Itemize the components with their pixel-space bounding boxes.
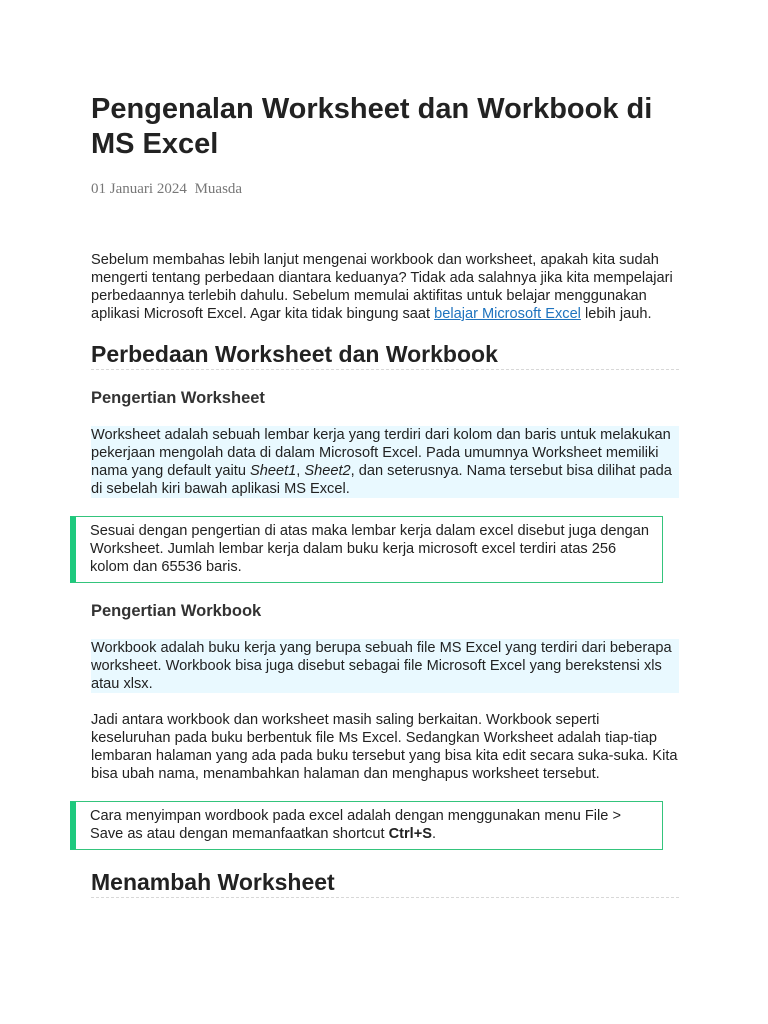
worksheet-def-text: Worksheet adalah sebuah lembar kerja yang terdiri dari kolom dan baris untuk melakukan pekerjaan mengolah data di dalam Microsoft Excel. Pada umumnya Worksheet memiliki nama yang default yaitu: [91, 427, 671, 479]
sheet1-name: Sheet1: [250, 463, 297, 479]
intro-text: Sebelum membahas lebih lanjut mengenai workbook dan worksheet, apakah kita sudah mengerti tentang perbedaan diantara keduanya? Tidak ada salahnya jika kita mempelajari perbedaannya terlebih dahulu. Sebelum memulai aktifitas untuk belajar menggunakan aplikasi Microsoft Excel. Agar kita tidak bingung saat: [91, 252, 673, 322]
save-note-text: Cara menyimpan wordbook pada excel adalah dengan menggunakan menu File > Save as atau dengan memanfaatkan shortcut: [90, 808, 621, 842]
save-note-box: [70, 801, 663, 850]
learn-excel-link[interactable]: belajar Microsoft Excel: [434, 306, 581, 322]
worksheet-note-box: [70, 516, 663, 583]
comma-sep: ,: [296, 463, 305, 479]
subheading-worksheet: Pengertian Worksheet: [91, 389, 265, 407]
article-title: Pengenalan Worksheet dan Workbook di MS Excel: [91, 93, 653, 160]
article-date: 01 Januari 2024: [91, 181, 187, 197]
intro-tail: lebih jauh.: [580, 306, 652, 322]
article: [91, 92, 679, 898]
workbook-paragraph: Jadi antara workbook dan worksheet masih saling berkaitan. Workbook seperti keseluruhan pada buku berbentuk file Ms Excel. Sedangkan Worksheet adalah tiap-tiap lembaran halaman yang ada pada buku tersebut yang bisa kita edit secara suka-suka. Kita bisa ubah nama, menambahkan halaman dan menghapus worksheet tersebut.: [91, 712, 678, 782]
section-heading-add-worksheet: Menambah Worksheet: [91, 868, 679, 898]
sheet2-name: Sheet2: [304, 463, 351, 479]
article-meta: [91, 179, 679, 199]
subheading-workbook: Pengertian Workbook: [91, 602, 262, 620]
workbook-definition: Workbook adalah buku kerja yang berupa sebuah file MS Excel yang terdiri dari beberapa worksheet. Workbook bisa juga disebut sebagai file Microsoft Excel yang berekstensi xls atau xlsx.: [91, 639, 679, 693]
intro-paragraph: [91, 251, 679, 323]
worksheet-definition: [91, 426, 679, 498]
save-note-end: .: [431, 826, 437, 842]
worksheet-def-tail: , dan seterusnya. Nama tersebut bisa dilihat pada di sebelah kiri bawah aplikasi MS Excel.: [91, 463, 672, 497]
shortcut-text: Ctrl+S: [388, 826, 432, 842]
worksheet-note-text: Sesuai dengan pengertian di atas maka lembar kerja dalam excel disebut juga dengan Worksheet. Jumlah lembar kerja dalam buku kerja microsoft excel terdiri atas 256 kolom dan 65536 baris.: [90, 523, 649, 575]
article-author[interactable]: Muasda: [194, 181, 243, 197]
section-heading-differences: Perbedaan Worksheet dan Workbook: [91, 340, 679, 370]
